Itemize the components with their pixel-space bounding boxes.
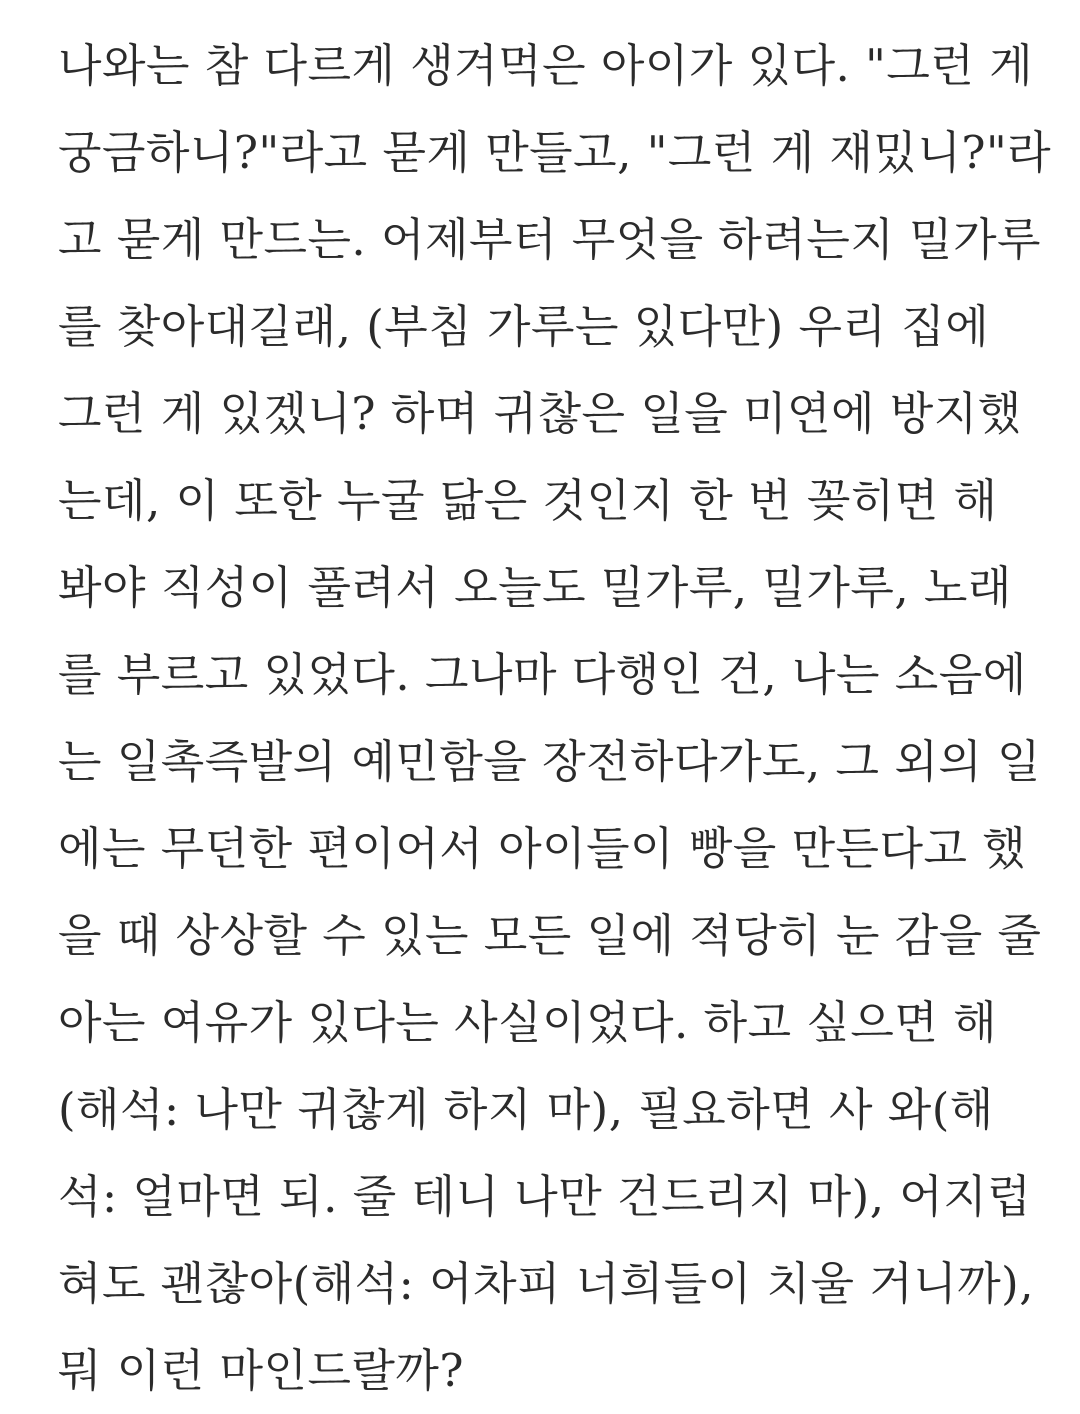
text-line: 는 일촉즉발의 예민함을 장전하다가도, 그 외의 일 [58,735,1042,788]
text-line: 석: 얼마면 되. 줄 테니 나만 건드리지 마), 어지럽 [58,1170,1032,1223]
text-line: 궁금하니?"라고 묻게 만들고, "그런 게 재밌니?"라 [58,126,1052,179]
text-line: 그런 게 있겠니? 하며 귀찮은 일을 미연에 방지했 [58,387,1022,440]
text-line: 고 묻게 만드는. 어제부터 무엇을 하려는지 밀가루 [58,213,1042,266]
text-line: 아는 여유가 있다는 사실이었다. 하고 싶으면 해 [58,996,998,1049]
text-line: 는데, 이 또한 누굴 닮은 것인지 한 번 꽂히면 해 [58,474,998,527]
text-line: (해석: 나만 귀찮게 하지 마), 필요하면 사 와(해 [58,1083,994,1136]
text-line: 봐야 직성이 풀려서 오늘도 밀가루, 밀가루, 노래 [58,561,1012,614]
text-line: 혀도 괜찮아(해석: 어차피 너희들이 치울 거니까), [58,1257,1035,1310]
text-line: 에는 무던한 편이어서 아이들이 빵을 만든다고 했 [58,822,1027,875]
text-line: 뭐 이런 마인드랄까? [58,1344,464,1397]
text-line: 를 찾아대길래, (부침 가루는 있다만) 우리 집에 [58,300,990,353]
paragraph [58,22,1052,1414]
text-line: 를 부르고 있었다. 그나마 다행인 건, 나는 소음에 [58,648,1027,701]
text-line: 을 때 상상할 수 있는 모든 일에 적당히 눈 감을 줄 [58,909,1042,962]
text-line: 나와는 참 다르게 생겨먹은 아이가 있다. "그런 게 [58,39,1034,92]
